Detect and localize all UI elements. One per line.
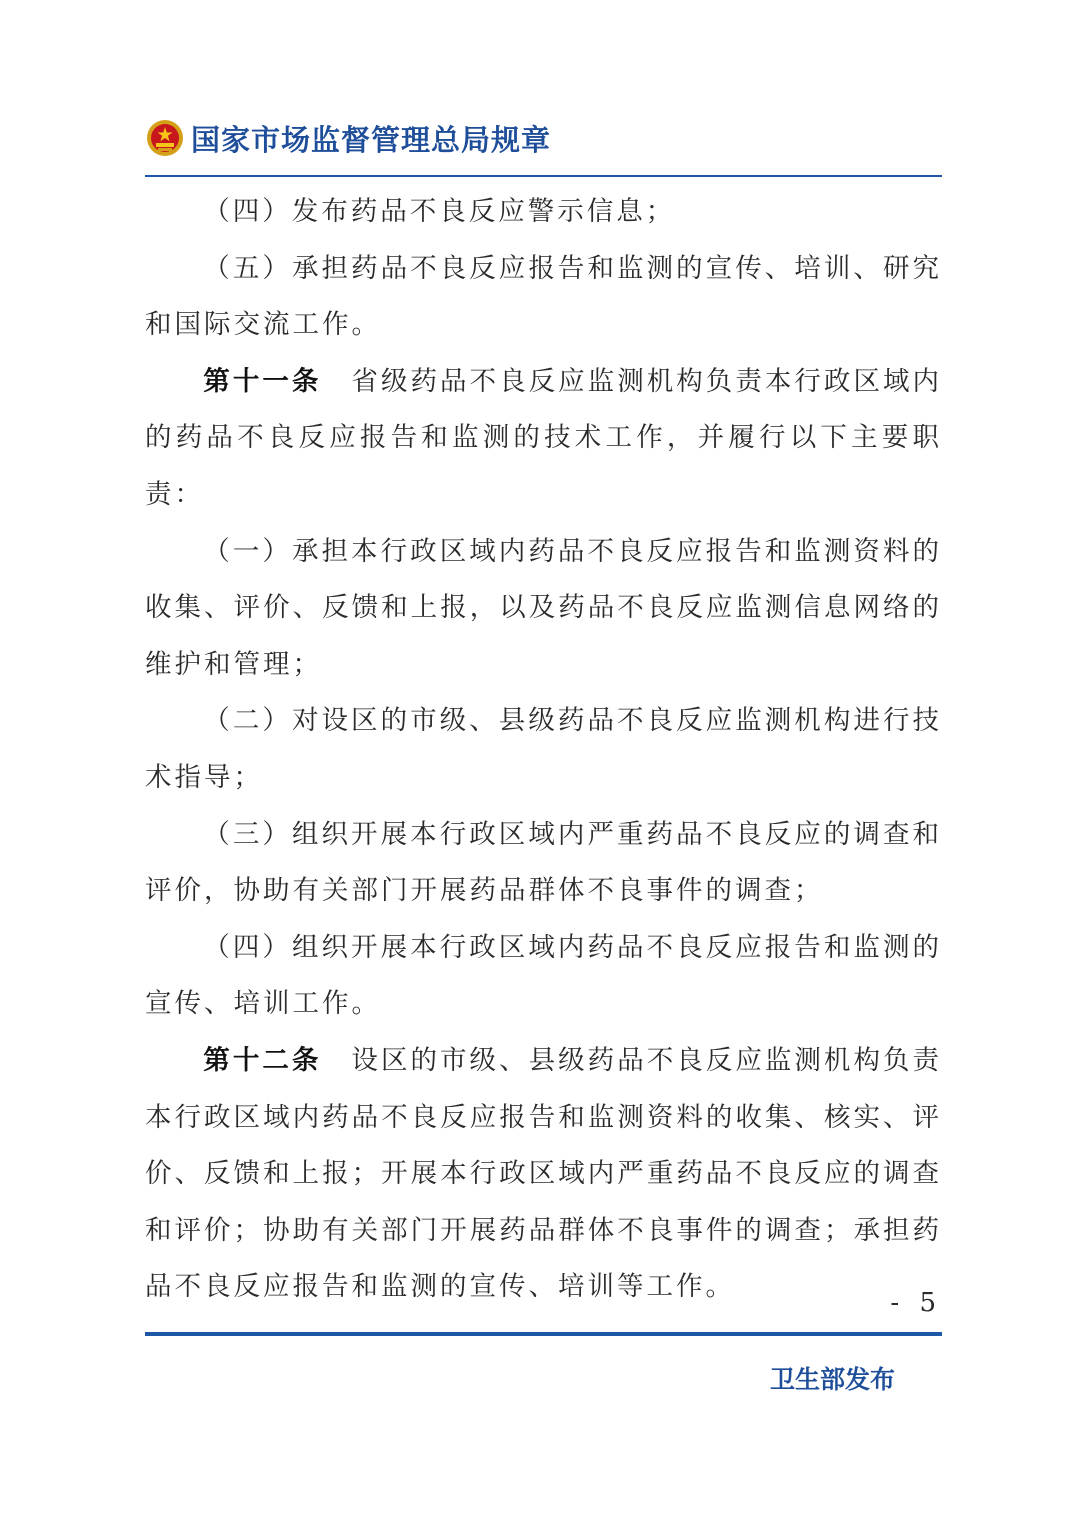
paragraph: 第十二条 设区的市级、县级药品不良反应监测机构负责本行政区域内药品不良反应报告和监测资料的收集、核实、评价、反馈和上报；开展本行政区域内严重药品不良反应的调查和评价；协助有关部门开展药品群体不良事件的调查；承担药品不良反应报告和监测的宣传、培训等工作。 (145, 1044, 943, 1303)
footer-divider (145, 1332, 942, 1336)
header-title: 国家市场监督管理总局规章 (191, 122, 552, 157)
paragraph: （一）承担本行政区域内药品不良反应报告和监测资料的收集、评价、反馈和上报，以及药品不良反应监测信息网络的维护和管理； (145, 535, 942, 680)
page-header (145, 112, 551, 164)
paragraph: （四）发布药品不良反应警示信息； (203, 196, 676, 227)
footer-publisher: 卫生部发布 (770, 1365, 896, 1394)
header-divider (145, 175, 942, 177)
page-number: - 5 (890, 1288, 942, 1318)
document-body (145, 184, 942, 1316)
paragraph: （五）承担药品不良反应报告和监测的宣传、培训、研究和国际交流工作。 (145, 252, 942, 341)
paragraph: 第十一条 省级药品不良反应监测机构负责本行政区域内的药品不良反应报告和监测的技术工作，并履行以下主要职责： (145, 365, 943, 510)
paragraph: （四）组织开展本行政区域内药品不良反应报告和监测的宣传、培训工作。 (145, 931, 942, 1020)
article-number: 第十二条 (203, 1044, 322, 1076)
article-number: 第十一条 (203, 365, 322, 397)
national-emblem-icon (145, 118, 185, 158)
paragraph: （二）对设区的市级、县级药品不良反应监测机构进行技术指导； (145, 705, 942, 793)
paragraph: （三）组织开展本行政区域内严重药品不良反应的调查和评价，协助有关部门开展药品群体不良事件的调查； (145, 818, 942, 907)
